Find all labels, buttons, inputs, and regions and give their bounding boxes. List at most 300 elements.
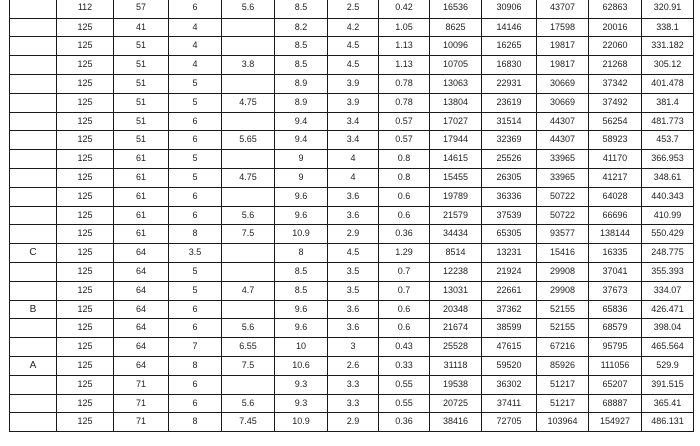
table-cell: 50722: [537, 187, 589, 206]
table-cell: 0.33: [379, 356, 430, 375]
table-row: [10, 281, 694, 300]
table-cell: 8.5: [275, 281, 328, 300]
table-cell: 17944: [430, 131, 482, 150]
table-cell: 85926: [537, 356, 589, 375]
table-cell: 8514: [430, 244, 482, 263]
table-cell: 64: [114, 281, 169, 300]
table-cell: 93577: [537, 225, 589, 244]
table-cell: 0.42: [379, 0, 430, 18]
table-cell: 34434: [430, 225, 482, 244]
grade-cell: [10, 262, 57, 281]
table-cell: 0.6: [379, 206, 430, 225]
table-cell: 2.9: [328, 413, 379, 432]
table-cell: 10.9: [275, 413, 328, 432]
table-cell: 3.8: [222, 56, 275, 75]
table-cell: 0.6: [379, 319, 430, 338]
table-cell: 37342: [589, 74, 642, 93]
table-cell: 4.75: [222, 93, 275, 112]
table-cell: 3.3: [328, 375, 379, 394]
table-cell: 51: [114, 112, 169, 131]
table-cell: 61: [114, 168, 169, 187]
table-cell: 9.4: [275, 112, 328, 131]
table-cell: 71: [114, 413, 169, 432]
table-cell: 8.9: [275, 93, 328, 112]
grade-cell: C: [10, 244, 57, 263]
table-cell: 61: [114, 150, 169, 169]
table-cell: 355.393: [642, 262, 694, 281]
table-cell: 38416: [430, 413, 482, 432]
table-cell: 15416: [537, 244, 589, 263]
data-table: [9, 0, 694, 432]
table-cell: 64: [114, 319, 169, 338]
table-cell: 8: [169, 413, 222, 432]
table-cell: 0.43: [379, 338, 430, 357]
grade-cell: [10, 37, 57, 56]
table-cell: 3.4: [328, 131, 379, 150]
table-cell: 1.13: [379, 56, 430, 75]
table-cell: 8: [169, 356, 222, 375]
grade-cell: [10, 0, 57, 18]
table-cell: 30669: [537, 74, 589, 93]
table-cell: 0.8: [379, 150, 430, 169]
table-cell: 125: [57, 319, 114, 338]
table-cell: 67216: [537, 338, 589, 357]
table-cell: [222, 150, 275, 169]
table-cell: 10: [275, 338, 328, 357]
table-cell: 6: [169, 131, 222, 150]
table-cell: 3.5: [328, 281, 379, 300]
table-cell: 36336: [482, 187, 537, 206]
table-row: [10, 225, 694, 244]
table-row: [10, 93, 694, 112]
table-cell: 0.7: [379, 262, 430, 281]
table-cell: 37673: [589, 281, 642, 300]
grade-cell: [10, 375, 57, 394]
table-cell: 19789: [430, 187, 482, 206]
table-cell: 305.12: [642, 56, 694, 75]
table-cell: 3.4: [328, 112, 379, 131]
table-cell: 125: [57, 262, 114, 281]
table-cell: 125: [57, 168, 114, 187]
table-cell: 71: [114, 375, 169, 394]
table-cell: 51217: [537, 394, 589, 413]
grade-cell: B: [10, 300, 57, 319]
table-cell: 3.6: [328, 206, 379, 225]
table-cell: 5.65: [222, 131, 275, 150]
table-cell: 23619: [482, 93, 537, 112]
table-cell: 125: [57, 74, 114, 93]
table-cell: 0.78: [379, 74, 430, 93]
table-cell: 125: [57, 338, 114, 357]
table-cell: 6: [169, 187, 222, 206]
table-cell: 248.775: [642, 244, 694, 263]
table-cell: 453.7: [642, 131, 694, 150]
table-cell: 37041: [589, 262, 642, 281]
table-cell: 41217: [589, 168, 642, 187]
table-cell: 4: [169, 37, 222, 56]
table-cell: 111056: [589, 356, 642, 375]
table-row: [10, 187, 694, 206]
table-cell: 5: [169, 262, 222, 281]
table-cell: 125: [57, 225, 114, 244]
table-cell: 125: [57, 375, 114, 394]
table-cell: 95795: [589, 338, 642, 357]
table-cell: 19538: [430, 375, 482, 394]
table-cell: 64: [114, 338, 169, 357]
table-cell: 0.57: [379, 131, 430, 150]
table-cell: 0.8: [379, 168, 430, 187]
table-cell: 5: [169, 281, 222, 300]
grade-cell: [10, 187, 57, 206]
table-cell: 14146: [482, 18, 537, 37]
table-cell: 5.6: [222, 394, 275, 413]
table-row: [10, 262, 694, 281]
table-cell: 125: [57, 93, 114, 112]
table-cell: 5: [169, 168, 222, 187]
table-cell: 41: [114, 18, 169, 37]
table-cell: 16265: [482, 37, 537, 56]
table-cell: 37539: [482, 206, 537, 225]
table-cell: 64: [114, 244, 169, 263]
table-cell: 125: [57, 187, 114, 206]
table-cell: 5.6: [222, 206, 275, 225]
table-cell: 12238: [430, 262, 482, 281]
table-cell: 64: [114, 356, 169, 375]
grade-cell: [10, 281, 57, 300]
table-cell: 22060: [589, 37, 642, 56]
table-cell: 486.131: [642, 413, 694, 432]
table-cell: [222, 37, 275, 56]
table-cell: [222, 112, 275, 131]
table-cell: 331.182: [642, 37, 694, 56]
table-cell: 51: [114, 37, 169, 56]
grade-cell: [10, 338, 57, 357]
table-cell: 21579: [430, 206, 482, 225]
table-cell: 3: [328, 338, 379, 357]
table-row: [10, 413, 694, 432]
table-cell: 366.953: [642, 150, 694, 169]
table-cell: 4.7: [222, 281, 275, 300]
table-cell: 3.3: [328, 394, 379, 413]
table-cell: 9.6: [275, 319, 328, 338]
table-cell: 29908: [537, 281, 589, 300]
table-row: [10, 150, 694, 169]
table-cell: 1.13: [379, 37, 430, 56]
table-cell: 71: [114, 394, 169, 413]
table-cell: 6: [169, 206, 222, 225]
table-cell: 112: [57, 0, 114, 18]
grade-cell: [10, 112, 57, 131]
table-cell: 51: [114, 131, 169, 150]
table-cell: 6: [169, 319, 222, 338]
table-cell: 8625: [430, 18, 482, 37]
grade-cell: [10, 413, 57, 432]
table-cell: 3.6: [328, 319, 379, 338]
table-cell: 16536: [430, 0, 482, 18]
table-cell: 9: [275, 168, 328, 187]
table-cell: 21674: [430, 319, 482, 338]
table-cell: 4.5: [328, 56, 379, 75]
table-cell: 20348: [430, 300, 482, 319]
grade-cell: [10, 394, 57, 413]
table-cell: 61: [114, 187, 169, 206]
table-cell: 14615: [430, 150, 482, 169]
table-cell: 401.478: [642, 74, 694, 93]
grade-cell: [10, 18, 57, 37]
table-cell: 44307: [537, 112, 589, 131]
table-row: [10, 206, 694, 225]
table-row: [10, 112, 694, 131]
grade-cell: [10, 150, 57, 169]
table-cell: 6: [169, 0, 222, 18]
table-cell: [222, 187, 275, 206]
grade-cell: A: [10, 356, 57, 375]
table-cell: 16830: [482, 56, 537, 75]
table-cell: 391.515: [642, 375, 694, 394]
table-cell: 7: [169, 338, 222, 357]
table-cell: 365.41: [642, 394, 694, 413]
table-cell: 9.6: [275, 206, 328, 225]
table-row: [10, 0, 694, 18]
table-cell: 0.36: [379, 225, 430, 244]
table-cell: 51: [114, 56, 169, 75]
table-cell: 138144: [589, 225, 642, 244]
table-cell: 125: [57, 281, 114, 300]
table-cell: 33965: [537, 150, 589, 169]
table-row: [10, 18, 694, 37]
table-cell: 44307: [537, 131, 589, 150]
table-cell: 64028: [589, 187, 642, 206]
table-cell: 41170: [589, 150, 642, 169]
table-cell: 65305: [482, 225, 537, 244]
table-cell: 21924: [482, 262, 537, 281]
table-cell: 64: [114, 300, 169, 319]
table-cell: 1.29: [379, 244, 430, 263]
table-cell: 6.55: [222, 338, 275, 357]
table-cell: 6: [169, 375, 222, 394]
table-cell: 481.773: [642, 112, 694, 131]
table-cell: 61: [114, 206, 169, 225]
table-cell: 381.4: [642, 93, 694, 112]
table-cell: 125: [57, 300, 114, 319]
table-cell: 125: [57, 206, 114, 225]
table-cell: 2.9: [328, 225, 379, 244]
table-cell: 338.1: [642, 18, 694, 37]
table-cell: 0.7: [379, 281, 430, 300]
table-cell: 125: [57, 150, 114, 169]
table-cell: 10.6: [275, 356, 328, 375]
table-cell: 9.3: [275, 375, 328, 394]
table-cell: 52155: [537, 319, 589, 338]
table-cell: 154927: [589, 413, 642, 432]
table-cell: [222, 375, 275, 394]
table-cell: 0.78: [379, 93, 430, 112]
table-cell: 6: [169, 112, 222, 131]
table-cell: 47615: [482, 338, 537, 357]
table-cell: 0.6: [379, 187, 430, 206]
table-cell: 26305: [482, 168, 537, 187]
table-cell: 8.5: [275, 56, 328, 75]
table-cell: 8: [169, 225, 222, 244]
table-cell: 6: [169, 394, 222, 413]
table-row: [10, 300, 694, 319]
table-row: [10, 356, 694, 375]
table-cell: 43707: [537, 0, 589, 18]
table-row: [10, 168, 694, 187]
table-cell: 125: [57, 56, 114, 75]
table-cell: 3.9: [328, 93, 379, 112]
table-cell: 4.5: [328, 244, 379, 263]
table-cell: 125: [57, 413, 114, 432]
table-cell: 3.6: [328, 300, 379, 319]
grade-cell: [10, 206, 57, 225]
grade-cell: [10, 131, 57, 150]
table-cell: 7.45: [222, 413, 275, 432]
table-row: [10, 394, 694, 413]
table-cell: 65207: [589, 375, 642, 394]
table-cell: 51217: [537, 375, 589, 394]
table-cell: 58923: [589, 131, 642, 150]
table-cell: 3.5: [328, 262, 379, 281]
table-cell: 32369: [482, 131, 537, 150]
table-cell: 68887: [589, 394, 642, 413]
table-cell: 19817: [537, 37, 589, 56]
table-cell: 21268: [589, 56, 642, 75]
table-cell: 31514: [482, 112, 537, 131]
table-cell: 3.9: [328, 74, 379, 93]
table-cell: 72705: [482, 413, 537, 432]
table-cell: 5: [169, 93, 222, 112]
table-cell: 13031: [430, 281, 482, 300]
table-row: [10, 244, 694, 263]
table-cell: 4.75: [222, 168, 275, 187]
table-cell: 62863: [589, 0, 642, 18]
table-row: [10, 37, 694, 56]
table-cell: 9.6: [275, 187, 328, 206]
table-row: [10, 338, 694, 357]
table-cell: 52155: [537, 300, 589, 319]
table-cell: 15455: [430, 168, 482, 187]
table-row: [10, 319, 694, 338]
table-cell: 61: [114, 225, 169, 244]
table-cell: [222, 18, 275, 37]
table-cell: 33965: [537, 168, 589, 187]
table-cell: 13804: [430, 93, 482, 112]
table-cell: 4: [328, 150, 379, 169]
table-cell: 50722: [537, 206, 589, 225]
table-cell: 5.6: [222, 0, 275, 18]
table-cell: 37411: [482, 394, 537, 413]
table-cell: 17027: [430, 112, 482, 131]
table-cell: 37492: [589, 93, 642, 112]
table-cell: 3.5: [169, 244, 222, 263]
grade-cell: [10, 319, 57, 338]
table-row: [10, 56, 694, 75]
table-cell: 10705: [430, 56, 482, 75]
table-cell: [222, 300, 275, 319]
table-cell: 5: [169, 150, 222, 169]
table-cell: 8.2: [275, 18, 328, 37]
table-row: [10, 131, 694, 150]
table-cell: 348.61: [642, 168, 694, 187]
table-cell: 0.57: [379, 112, 430, 131]
table-cell: 334.07: [642, 281, 694, 300]
table-cell: 0.55: [379, 394, 430, 413]
table-cell: 59520: [482, 356, 537, 375]
table-cell: 68579: [589, 319, 642, 338]
table-cell: 57: [114, 0, 169, 18]
grade-cell: [10, 93, 57, 112]
table-cell: 0.55: [379, 375, 430, 394]
table-cell: 8.5: [275, 0, 328, 18]
table-cell: 9.3: [275, 394, 328, 413]
table-cell: 550.429: [642, 225, 694, 244]
table-row: [10, 74, 694, 93]
table-cell: 440.343: [642, 187, 694, 206]
table-cell: 10096: [430, 37, 482, 56]
table-cell: 5.6: [222, 319, 275, 338]
table-cell: 29908: [537, 262, 589, 281]
table-cell: 4: [169, 56, 222, 75]
table-cell: 125: [57, 356, 114, 375]
table-cell: 36302: [482, 375, 537, 394]
table-cell: 38599: [482, 319, 537, 338]
table-cell: 3.6: [328, 187, 379, 206]
table-cell: 1.05: [379, 18, 430, 37]
table-cell: 30669: [537, 93, 589, 112]
table-cell: 16335: [589, 244, 642, 263]
table-cell: 6: [169, 300, 222, 319]
table-cell: 8.5: [275, 262, 328, 281]
table-cell: 4.2: [328, 18, 379, 37]
table-cell: 31118: [430, 356, 482, 375]
table-cell: 410.99: [642, 206, 694, 225]
table-cell: 8.5: [275, 37, 328, 56]
table-cell: 10.9: [275, 225, 328, 244]
table-cell: 9: [275, 150, 328, 169]
table-cell: 9.4: [275, 131, 328, 150]
table-cell: 25528: [430, 338, 482, 357]
table-cell: 37362: [482, 300, 537, 319]
table-cell: 7.5: [222, 356, 275, 375]
table-cell: 5: [169, 74, 222, 93]
table-cell: 20725: [430, 394, 482, 413]
table-cell: 4: [328, 168, 379, 187]
table-cell: 125: [57, 112, 114, 131]
table-row: [10, 375, 694, 394]
table-cell: 125: [57, 18, 114, 37]
table-cell: 125: [57, 131, 114, 150]
table-cell: 529.9: [642, 356, 694, 375]
table-cell: 125: [57, 37, 114, 56]
table-cell: 51: [114, 74, 169, 93]
table-cell: 22661: [482, 281, 537, 300]
table-cell: 4: [169, 18, 222, 37]
table-cell: 465.564: [642, 338, 694, 357]
table-cell: 125: [57, 244, 114, 263]
table-cell: 64: [114, 262, 169, 281]
table-cell: 7.5: [222, 225, 275, 244]
grade-cell: [10, 168, 57, 187]
table-cell: 22931: [482, 74, 537, 93]
grade-cell: [10, 56, 57, 75]
table-cell: 8.9: [275, 74, 328, 93]
table-cell: 320.91: [642, 0, 694, 18]
grade-cell: [10, 225, 57, 244]
table-cell: [222, 262, 275, 281]
table-cell: 0.36: [379, 413, 430, 432]
table-cell: 426.471: [642, 300, 694, 319]
